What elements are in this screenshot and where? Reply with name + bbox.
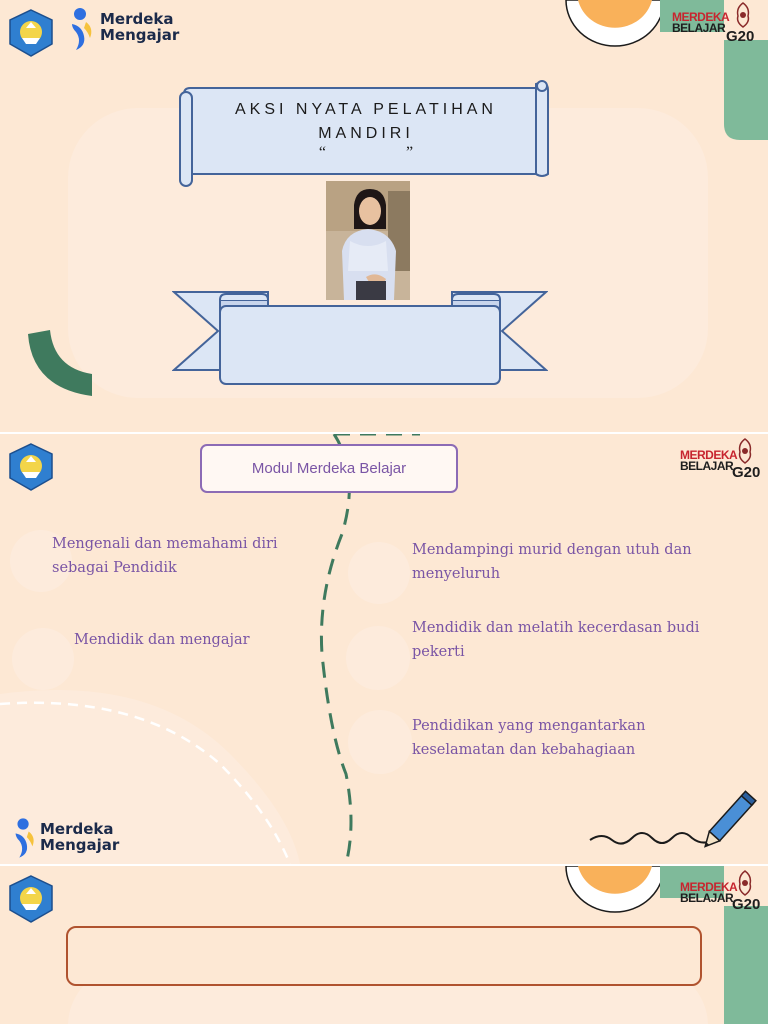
content-box (66, 926, 702, 986)
g20-text: G20 (732, 896, 761, 913)
list-item: Pendidikan yang mengantarkan keselamatan dan kebahagiaan (412, 718, 646, 758)
bubble (12, 628, 74, 690)
logo-line-2: BELAJAR (672, 21, 726, 36)
bubble (348, 710, 412, 774)
tut-wuri-logo (6, 874, 56, 924)
tut-wuri-logo (6, 442, 56, 492)
merdeka-belajar-logo (672, 12, 729, 35)
logo-line-1: Merdeka (40, 820, 114, 838)
logo-line-1: MERDEKA (680, 448, 738, 462)
title-line-2: MANDIRI (318, 125, 414, 142)
list-item: Mendidik dan mengajar (74, 632, 250, 648)
pencil-icon (588, 786, 760, 848)
logo-line-1: MERDEKA (672, 10, 730, 24)
g20-emblem-icon (732, 2, 754, 28)
g20-emblem-icon (734, 870, 756, 896)
merdeka-mengajar-icon (10, 814, 38, 862)
modul-title-box: Modul Merdeka Belajar (200, 444, 458, 493)
merdeka-mengajar-icon (66, 6, 96, 52)
g20-logo (728, 870, 768, 920)
portrait-photo (326, 181, 410, 300)
g20-logo (728, 438, 768, 488)
list-item: Mengenali dan memahami diri sebagai Pendidik (52, 536, 278, 576)
list-item: Mendampingi murid dengan utuh dan menyeluruh (412, 542, 692, 582)
ribbon-banner (172, 290, 548, 388)
logo-line-2: Mengajar (40, 835, 120, 854)
decor-arc (26, 328, 96, 402)
page-title (196, 98, 536, 146)
slide-2 (0, 434, 768, 864)
tut-wuri-logo (6, 8, 56, 58)
merdeka-mengajar-logo (100, 12, 179, 44)
g20-text: G20 (726, 28, 755, 45)
title-quotes: “ ” (318, 144, 414, 161)
slide-1 (0, 0, 768, 432)
bubble (348, 542, 410, 604)
logo-line-2: Mengajar (100, 25, 180, 44)
list-item: Mendidik dan melatih kecerdasan budi pekerti (412, 620, 700, 660)
g20-emblem-icon (734, 438, 756, 464)
logo-line-1: Merdeka (100, 10, 174, 28)
bubble (346, 626, 410, 690)
title-line-1: AKSI NYATA PELATIHAN (235, 101, 497, 118)
merdeka-mengajar-logo (40, 822, 119, 854)
logo-line-1: MERDEKA (680, 880, 738, 894)
slide-3 (0, 866, 768, 1024)
logo-line-2: BELAJAR (680, 459, 734, 474)
logo-line-2: BELAJAR (680, 891, 734, 906)
g20-text: G20 (732, 464, 761, 481)
g20-logo (724, 2, 764, 52)
